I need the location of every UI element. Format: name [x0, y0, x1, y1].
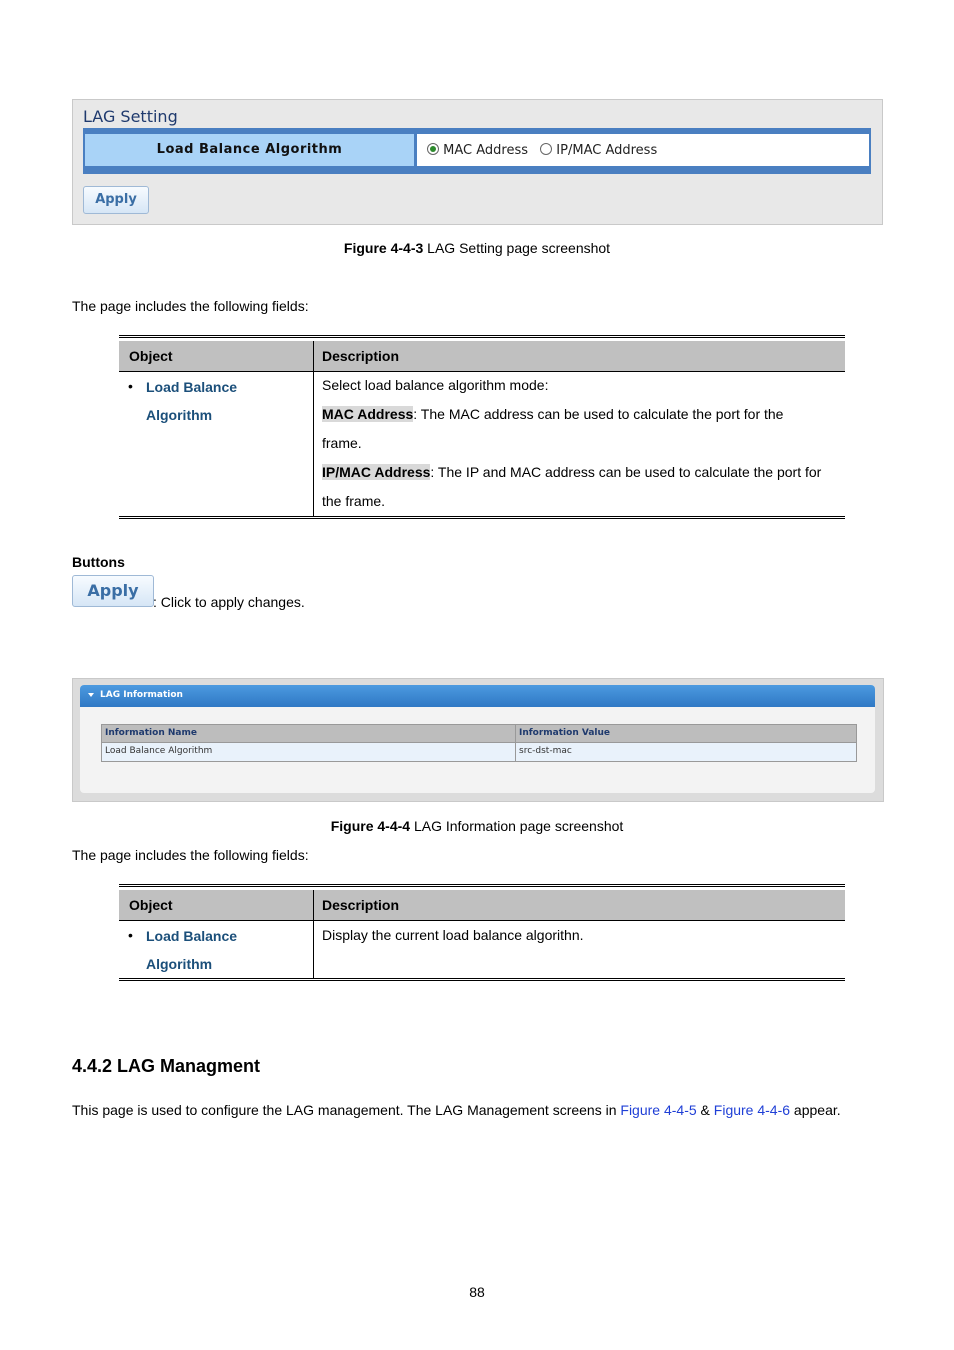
lag-information-table-header: [102, 725, 856, 743]
section-paragraph-amp: &: [696, 1102, 714, 1118]
buttons-heading: Buttons: [72, 554, 125, 570]
table-2-object-line-1: Load Balance: [146, 928, 238, 944]
page-number: 88: [469, 1284, 485, 1300]
load-balance-options: [417, 134, 869, 166]
lag-information-screenshot: [72, 678, 884, 802]
table-1-ipmac-line-2: the frame.: [322, 493, 386, 509]
caption-1-label: Figure 4-4-3: [343, 240, 424, 256]
table-1-ipmac-line: [322, 458, 842, 487]
table-1-header: [119, 341, 845, 372]
intro-text-2: The page includes the following fields:: [72, 847, 309, 863]
section-paragraph-start: This page is used to configure the LAG management. The LAG Management screens in: [72, 1102, 621, 1118]
table-1-object-line-1: Load Balance: [146, 379, 238, 395]
intro-text-1: The page includes the following fields:: [72, 298, 309, 314]
apply-button[interactable]: Apply: [83, 186, 149, 214]
table-2-column-divider: [313, 890, 314, 978]
section-paragraph-end: appear.: [790, 1102, 841, 1118]
ip-mac-address-text: : The IP and MAC address can be used to calculate the port for: [430, 464, 822, 480]
table-1-mac-line-2: frame.: [322, 435, 362, 451]
table-2-description: Display the current load balance algorithn.: [322, 927, 584, 943]
table-1-header-description: Description: [322, 348, 400, 364]
caption-2-label: Figure 4-4-4: [330, 818, 411, 834]
mac-address-term: MAC Address: [322, 406, 414, 422]
table-2-object-line-2: Algorithm: [146, 956, 213, 972]
table-1-desc-line-1: Select load balance algorithm mode:: [322, 377, 549, 393]
lag-setting-screenshot: [72, 99, 883, 225]
collapse-arrow-icon[interactable]: [88, 693, 94, 697]
information-value-header: Information Value: [519, 728, 610, 738]
table-1-object-line-2: Algorithm: [146, 407, 213, 423]
load-balance-row: [83, 128, 871, 174]
lag-information-panel: [80, 685, 875, 793]
lag-information-table: [101, 724, 857, 762]
figure-4-4-5-link[interactable]: Figure 4-4-5: [620, 1102, 697, 1118]
mac-address-text: : The MAC address can be used to calculate the port for the: [413, 406, 784, 422]
information-name-header: Information Name: [105, 728, 197, 738]
load-balance-algorithm-value: src-dst-mac: [519, 746, 572, 756]
lag-information-column-divider: [515, 725, 516, 761]
apply-button-description: : Click to apply changes.: [153, 594, 305, 610]
load-balance-label: Load Balance Algorithm: [85, 134, 414, 166]
table-1-description: [322, 371, 842, 516]
table-2-header-object: Object: [129, 897, 173, 913]
caption-1-text: LAG Setting page screenshot: [423, 240, 611, 256]
table-1-mac-line: [322, 400, 842, 429]
ip-mac-address-radio-icon[interactable]: [540, 143, 552, 155]
lag-information-panel-title: LAG Information: [100, 690, 183, 700]
table-2-header-description: Description: [322, 897, 400, 913]
ip-mac-address-option-label: IP/MAC Address: [556, 143, 658, 158]
load-balance-algorithm-name: Load Balance Algorithm: [105, 746, 213, 756]
table-2-header: [119, 890, 845, 921]
figure-caption-1: [0, 240, 954, 256]
table-2-bullet: •: [128, 927, 133, 943]
ip-mac-address-term: IP/MAC Address: [322, 464, 431, 480]
mac-address-option-label: MAC Address: [443, 143, 529, 158]
mac-address-option[interactable]: [427, 143, 532, 158]
section-heading: 4.4.2 LAG Managment: [72, 1056, 261, 1076]
table-row: [102, 743, 856, 761]
section-paragraph: [72, 1102, 912, 1118]
apply-button-sample[interactable]: Apply: [72, 575, 154, 607]
table-1-bullet: •: [128, 378, 133, 394]
figure-caption-2: [0, 818, 954, 834]
ip-mac-address-option[interactable]: [540, 143, 657, 158]
fields-table-1: [119, 335, 845, 519]
caption-2-text: LAG Information page screenshot: [410, 818, 624, 834]
figure-4-4-6-link[interactable]: Figure 4-4-6: [713, 1102, 791, 1118]
table-1-column-divider: [313, 341, 314, 516]
mac-address-radio-icon[interactable]: [427, 143, 439, 155]
table-1-header-object: Object: [129, 348, 173, 364]
lag-setting-title: LAG Setting: [83, 107, 178, 126]
lag-information-panel-header[interactable]: [80, 685, 875, 707]
fields-table-2: [119, 884, 845, 981]
